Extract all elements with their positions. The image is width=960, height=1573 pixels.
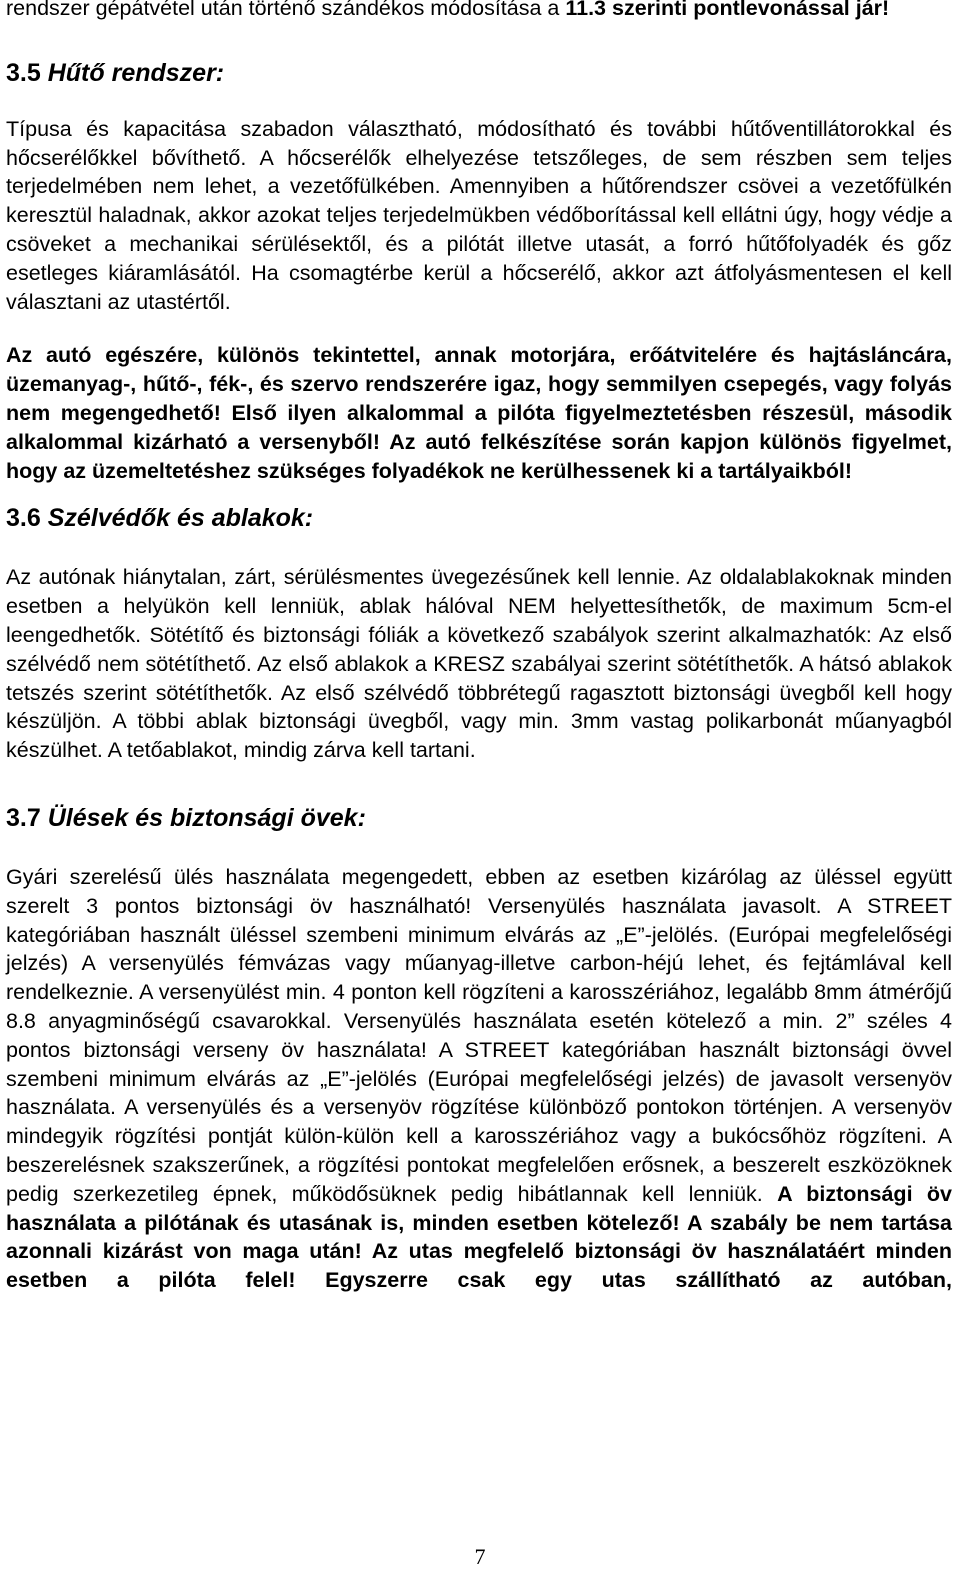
section-heading-3-6 [6,503,952,533]
section-number: 3.6 [6,504,41,533]
intro-text: rendszer gépátvétel után történő szándékos módosítása a [6,0,566,20]
windows-paragraph: Az autónak hiánytalan, zárt, sérülésmentes üvegezésűnek kell lennie. Az oldalablakoknak minden esetben a helyükön kell lenniük, ablak hálóval NEM helyettesíthetők, de maximum 5cm-el leengedhetők. Sötétítő és biztonsági fóliák a következő szabályok szerint alkalmazhatók: Az első szélvédő nem sötétíthető. Az első ablakok a KRESZ szabályai szerint sötétíthetők. A hátsó ablakok tetszés szerint sötétíthetők. Az első szélvédő többrétegű ragasztott biztonsági üvegből kell hogy készüljön. A többi ablak biztonsági üvegből, vagy min. 3mm vastag polikarbonát műanyagból készülhet. A tetőablakot, mindig zárva kell tartani. [6,565,952,763]
seats-belts-bold-text: A biztonsági öv használata a pilótának és utasának is, minden esetben kötelező! A szabály be nem tartása azonnali kizárást von maga után! Az utas megfelelő biztonsági öv használatáért minden esetben a pilóta felel! Egyszerre csak egy utas szállítható az autóban, [6,1181,952,1293]
seats-belts-text: Gyári szerelésű ülés használata megengedett, ebben az esetben kizárólag az üléssel együtt szerelt 3 pontos biztonsági öv használható! Versenyülés használata javasolt. A STREET kategóriában használt üléssel szembeni minimum elvárás az „E”-jelölés. (Európai megfelelőségi jelzés) A versenyülés fémvázas vagy műanyag-illetve carbon-héjú lehet, és fejtámlával kell rendelkeznie. A versenyülést min. 4 ponton kell rögzíteni a karosszériához, legalább 8mm átmérőjű 8.8 anyagminőségű csavarokkal. Versenyülés használata esetén kötelező a min. 2” széles 4 pontos biztonsági verseny öv használata! A STREET kategóriában használt biztonsági övvel szembeni minimum elvárás az „E”-jelölés (Európai megfelelőségi jelzés) de javasolt versenyöv használata. A versenyülés és a versenyöv rögzítése különböző pontokon történjen. A versenyöv mindegyik rögzítési pontját külön-külön kell a karosszériához vagy a bukócsőhöz rögzíteni. A beszerelésnek szakszerűnek, a rögzítési pontokat megfelelően erősnek, a beszerelt eszközöknek pedig szerkezetileg épnek, működősüknek pedig hibátlannak kell lenniük. [6,864,952,1206]
page-content [6,0,952,1295]
page-number: 7 [474,1544,486,1569]
section-number: 3.5 [6,58,41,87]
section-title: Szélvédők és ablakok: [47,504,314,533]
section-heading-3-7 [6,803,952,833]
intro-bold-text: 11.3 szerinti pontlevonással jár! [565,0,890,20]
section-heading-3-5 [6,58,952,88]
section-title: Ülések és biztonsági övek: [47,803,366,832]
seats-belts-paragraph [6,863,952,1295]
cooling-system-paragraph: Típusa és kapacitása szabadon választható, módosítható és további hűtőventillátorokkal és hőcserélőkkel bővíthető. A hőcserélők elhelyezése tetszőleges, de sem részben sem teljes terjedelmében nem lehet, a vezetőfülkében. Amennyiben a hűtőrendszer csövei a vezetőfülkén keresztül haladnak, akkor azokat teljes terjedelmükben védőborítással kell ellátni úgy, hogy védje a csöveket a mechanikai sérülésektől, és a pilótát illetve utasát, a forró hűtőfolyadék és gőz esetleges kiáramlásától. Ha csomagtérbe kerül a hőcserélő, akkor azt átfolyásmentesen el kell választani az utastértől. [6,116,952,314]
intro-paragraph [6,0,952,23]
section-number: 3.7 [6,803,41,832]
section-title: Hűtő rendszer: [47,58,225,87]
leak-warning-paragraph: Az autó egészére, különös tekintettel, annak motorjára, erőátvitelére és hajtásláncára, üzemanyag-, hűtő-, fék-, és szervo rendszerére igaz, hogy semmilyen csepegés, vagy folyás nem megengedhető! Első ilyen alkalommal a pilóta figyelmeztetésben részesül, második alkalommal kizárható a versenyből! Az autó felkészítése során kapjon különös figyelmet, hogy az üzemeltetéshez szükséges folyadékok ne kerülhessenek ki a tartályaikból! [6,343,952,483]
